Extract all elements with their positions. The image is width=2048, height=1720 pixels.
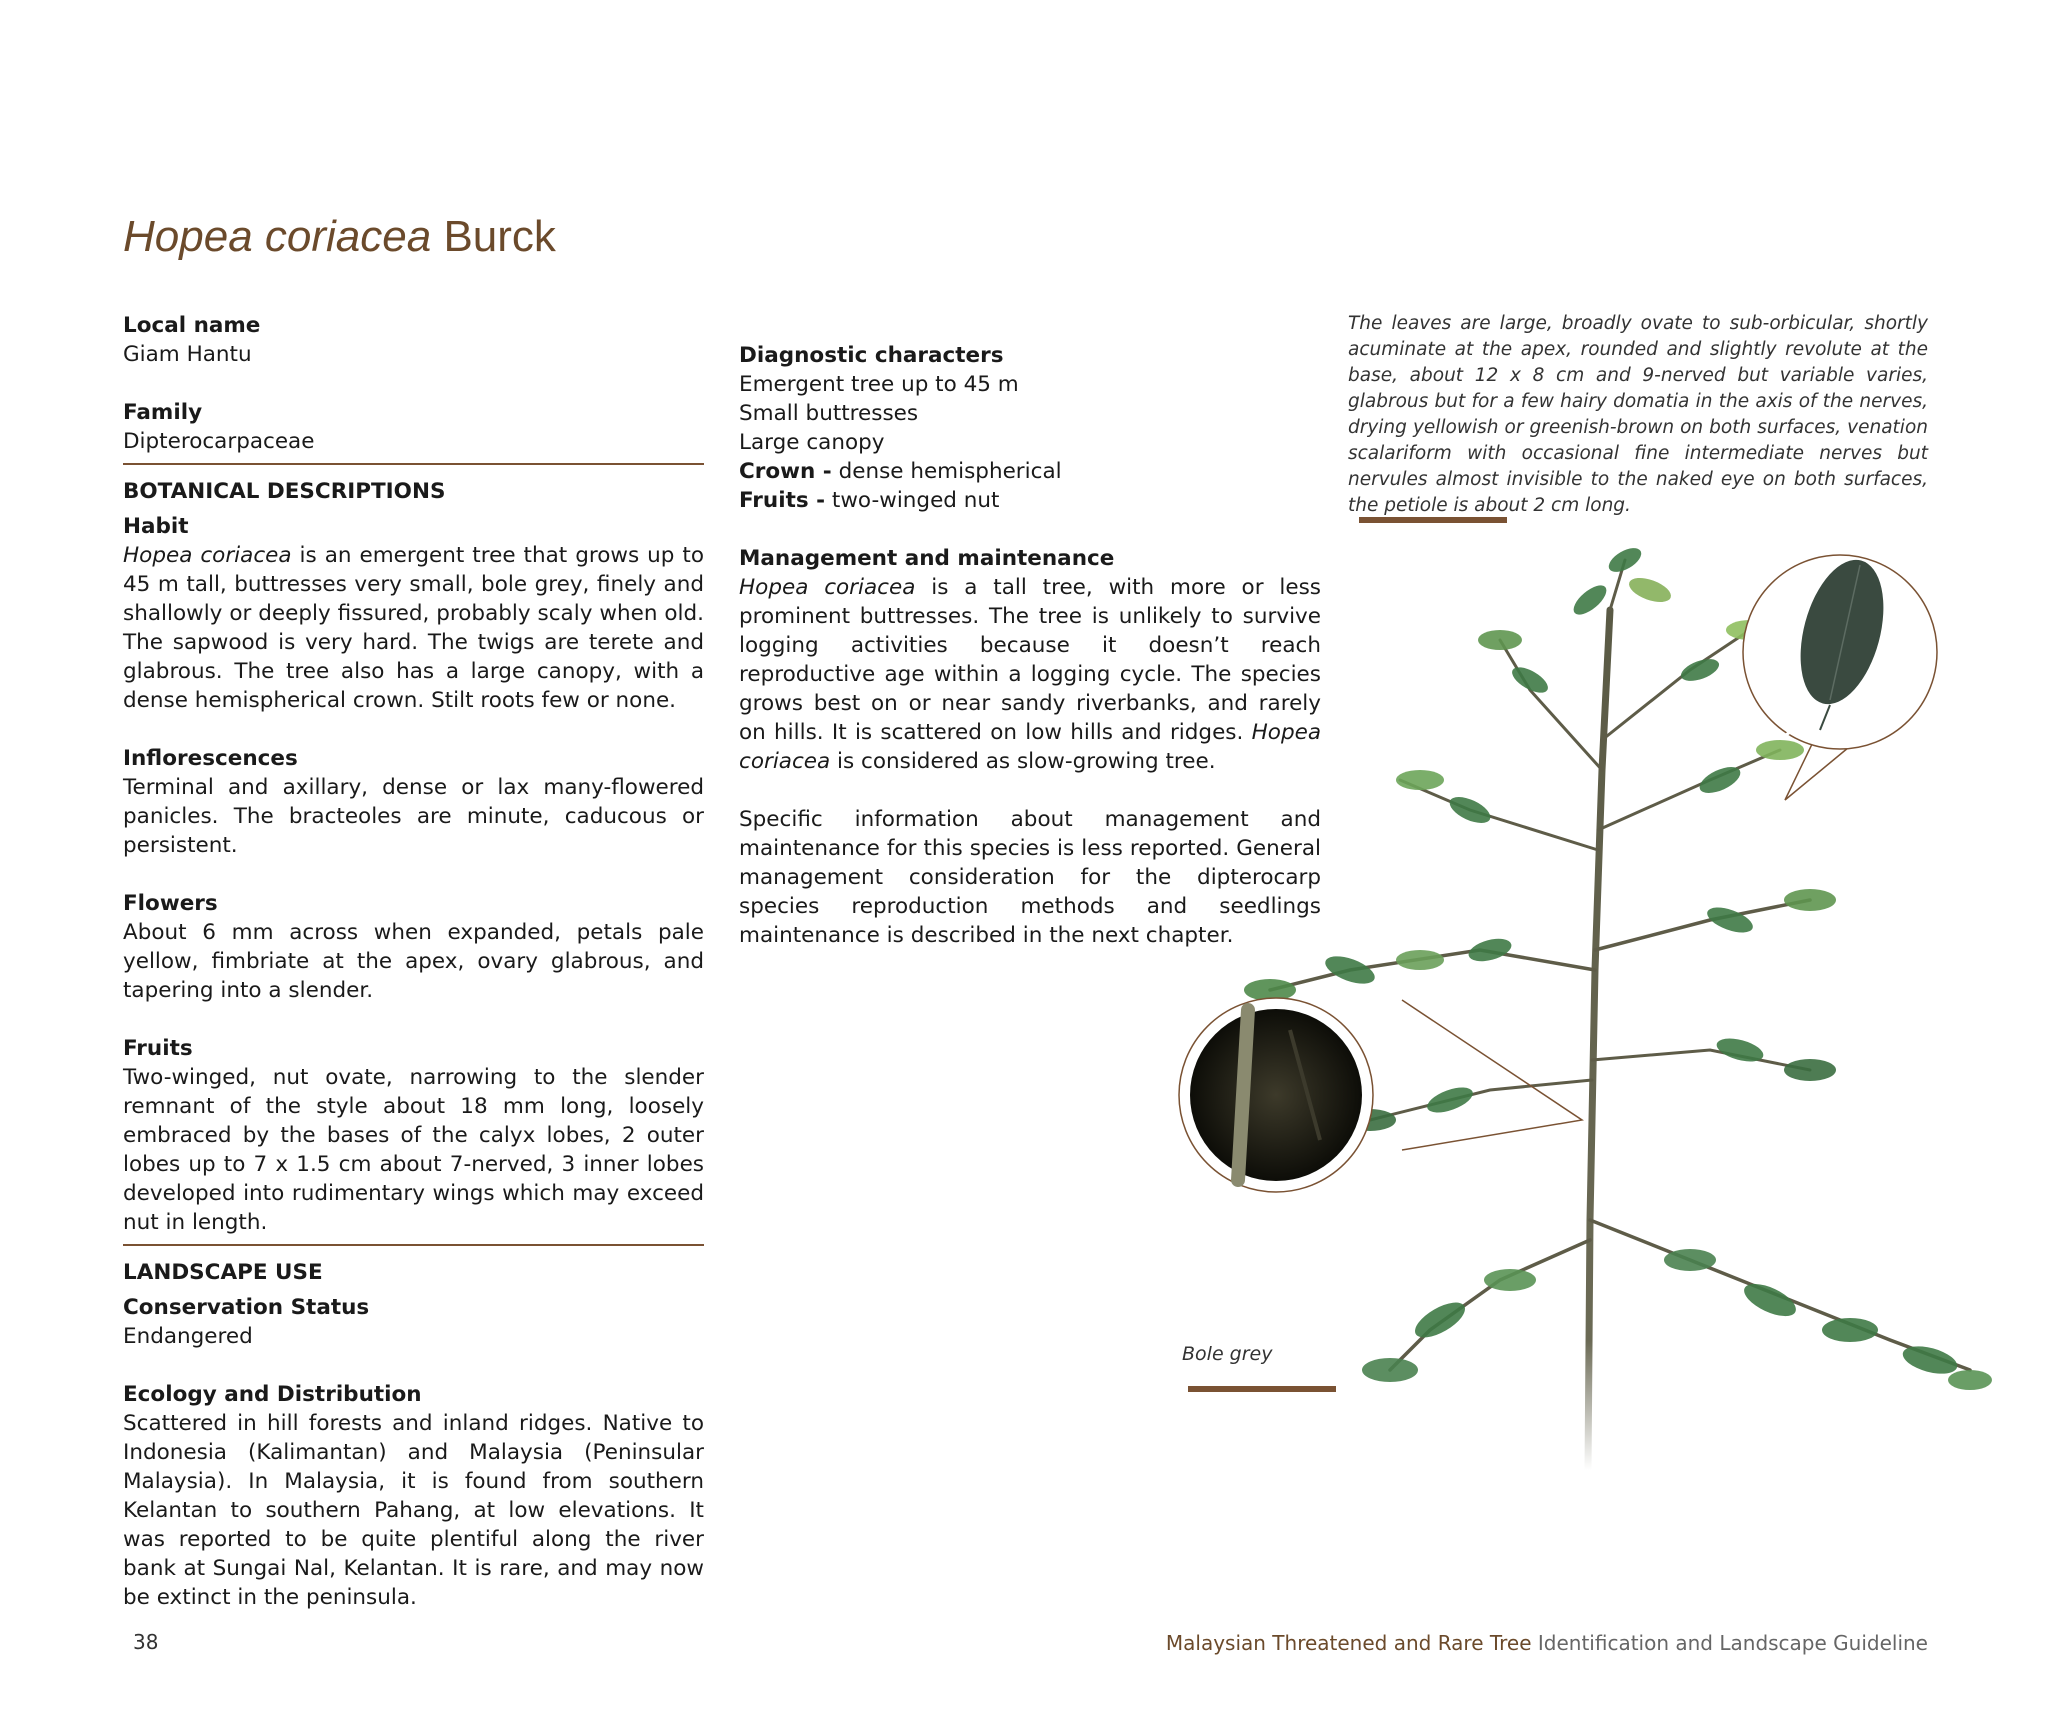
footer-title: Malaysian Threatened and Rare Tree Identification and Landscape Guideline — [1165, 1631, 1928, 1655]
inflorescences-text: Terminal and axillary, dense or lax many-flowered panicles. The bracteoles are minute, caducous or persistent. — [123, 775, 704, 858]
bole-caption: Bole grey — [1182, 1343, 1273, 1365]
title-species: Hopea coriacea — [123, 212, 432, 261]
management-paragraph-1: Hopea coriacea is a tall tree, with more or less prominent buttresses. The tree is unlikely to survive logging activities because it doesn’t reach reproductive age within a logging cycle. The species grows best on or near sandy riverbanks, and rarely on hills. It is scattered on low hills and ridges. Hopea coriacea is considered as slow-growing tree. — [739, 575, 1321, 774]
title-author: Burck — [443, 212, 556, 261]
family-value: Dipterocarpaceae — [123, 429, 315, 454]
local-name-value: Giam Hantu — [123, 342, 252, 367]
tree-illustration — [1170, 520, 2010, 1470]
bole-callout — [1179, 998, 1582, 1192]
diagnostic-line: Small buttresses — [739, 401, 919, 426]
management-paragraph-2: Specific information about management and maintenance for this species is less reported. General management consideration for the dipterocarp species reproduction methods and seedlings maintenance is described in the next chapter. — [739, 807, 1321, 948]
ecology-text: Scattered in hill forests and inland ridges. Native to Indonesia (Kalimantan) and Malaysia (Peninsular Malaysia). In Malaysia, it is found from southern Kelantan to southern Pahang, at low elevations. It was reported to be quite plentiful along the river bank at Sungai Nal, Kelantan. It is rare, and may now be extinct in the peninsula. — [123, 1411, 704, 1610]
diagnostic-line: Large canopy — [739, 430, 885, 455]
diagnostic-crown: Crown - dense hemispherical — [739, 459, 1062, 484]
flowers-text: About 6 mm across when expanded, petals pale yellow, fimbriate at the apex, ovary glabrous, and tapering into a slender. — [123, 920, 704, 1003]
leaf-callout — [1743, 551, 1937, 800]
habit-heading: Habit — [123, 514, 189, 539]
page-title — [123, 212, 556, 262]
local-name-heading: Local name — [123, 313, 261, 338]
family-heading: Family — [123, 400, 203, 425]
ecology-heading: Ecology and Distribution — [123, 1382, 422, 1407]
divider — [123, 463, 704, 465]
diagnostic-heading: Diagnostic characters — [739, 343, 1004, 368]
conservation-heading: Conservation Status — [123, 1295, 370, 1320]
botanical-section-heading: BOTANICAL DESCRIPTIONS — [123, 479, 446, 504]
fruits-text: Two-winged, nut ovate, narrowing to the slender remnant of the style about 18 mm long, loosely embraced by the bases of the calyx lobes, 2 outer lobes up to 7 x 1.5 cm about 7-nerved, 3 inner lobes developed into rudimentary wings which may exceed nut in length. — [123, 1065, 704, 1235]
diagnostic-fruits: Fruits - two-winged nut — [739, 488, 1000, 513]
landscape-section-heading: LANDSCAPE USE — [123, 1260, 323, 1285]
page-number: 38 — [133, 1630, 159, 1654]
inflorescences-heading: Inflorescences — [123, 746, 298, 771]
conservation-value: Endangered — [123, 1324, 253, 1349]
left-column — [123, 311, 704, 1612]
bole-accent-bar — [1188, 1386, 1336, 1392]
management-heading: Management and maintenance — [739, 546, 1115, 571]
leaf-caption: The leaves are large, broadly ovate to sub-orbicular, shortly acuminate at the apex, rounded and slightly revolute at the base, about 12 x 8 cm and 9-nerved but variable varies, glabrous but for a few hairy domatia in the axis of the nerves, drying yellowish or greenish-brown on both surfaces, venation scalariform with occasional fine intermediate nerves but nervules almost invisible to the naked eye on both surfaces, the petiole is about 2 cm long. — [1348, 313, 1928, 516]
habit-text: Hopea coriacea is an emergent tree that grows up to 45 m tall, buttresses very small, bole grey, finely and shallowly or deeply fissured, probably scaly when old. The sapwood is very hard. The twigs are terete and glabrous. The tree also has a large canopy, with a dense hemispherical crown. Stilt roots few or none. — [123, 543, 704, 713]
flowers-heading: Flowers — [123, 891, 218, 916]
fruits-heading: Fruits — [123, 1036, 193, 1061]
diagnostic-line: Emergent tree up to 45 m — [739, 372, 1019, 397]
divider — [123, 1244, 704, 1246]
